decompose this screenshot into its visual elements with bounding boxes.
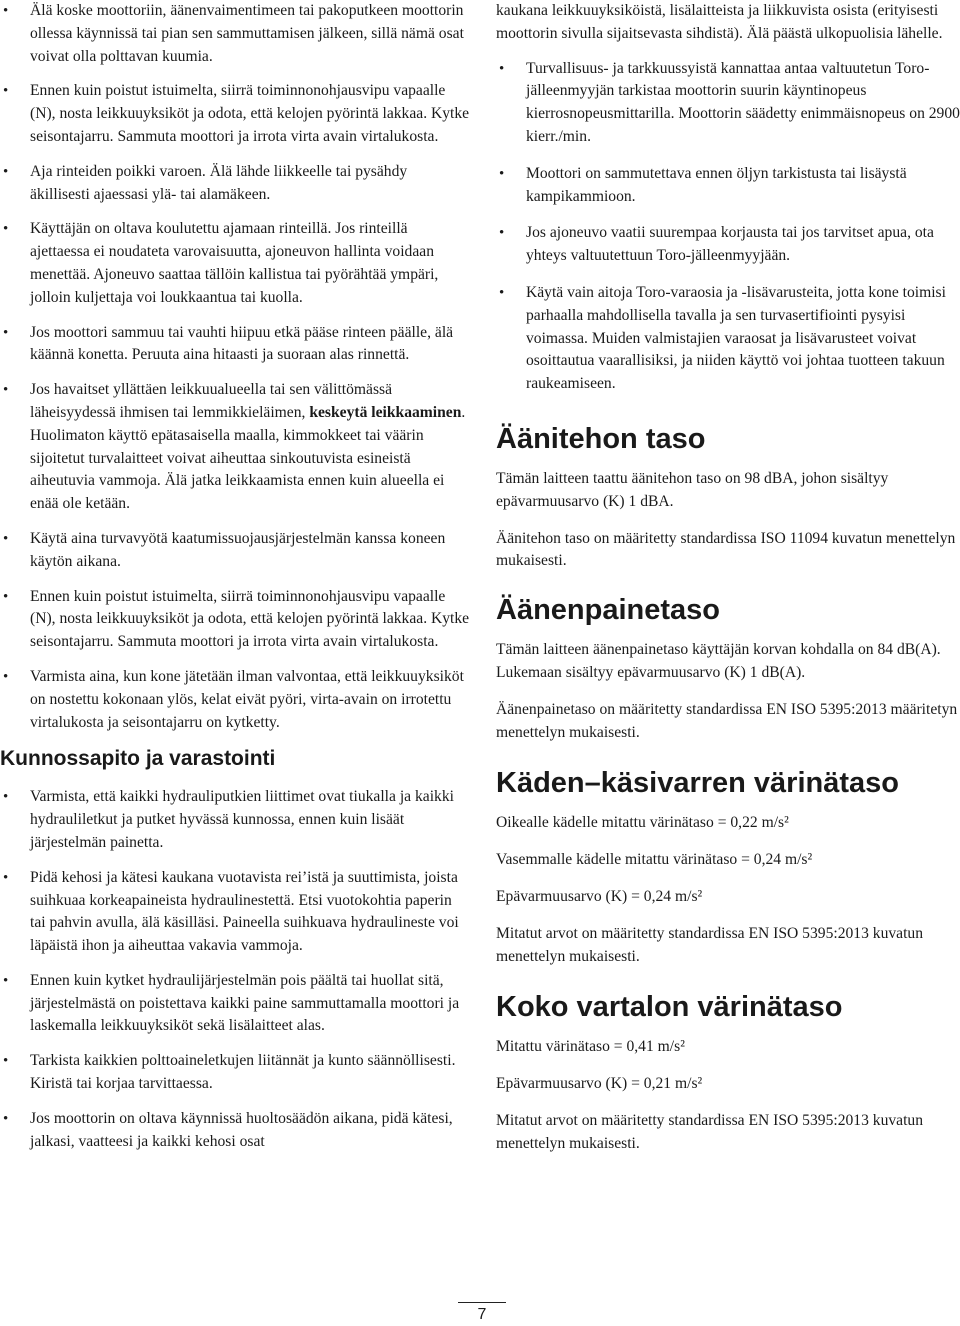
continued-text: kaukana leikkuuyksiköistä, lisälaitteista ja liikkuvista osista (erityisesti moottorin sivulla sijaitsevasta sihdistä). Älä päästä ulkopuolisia lähelle. bbox=[496, 2, 943, 42]
paragraph: Vasemmalle kädelle mitattu värinätaso = 0,24 m/s² bbox=[496, 851, 813, 869]
list-item: • Ennen kuin kytket hydraulijärjestelmän pois päältä tai huollat sitä, järjestelmästä on poistettava kaikki paine sammuttamalla moottori ja laskemalla leikkuuyksiköt sekä lisälaitteet alas. bbox=[0, 970, 470, 1038]
maintenance-list bbox=[0, 786, 470, 1153]
list-item: • Jos moottori sammuu tai vauhti hiipuu etkä pääse rinteen päälle, älä käännä konetta. Peruuta aina hitaasti ja suoraan alas rinnettä. bbox=[0, 322, 470, 368]
section-heading: Äänitehon taso bbox=[496, 422, 706, 455]
list-item: • Jos moottorin on oltava käynnissä huoltosäädön aikana, pidä kätesi, jalkasi, vaatteesi ja kaikki kehosi osat bbox=[0, 1108, 470, 1154]
left-column bbox=[0, 0, 470, 1165]
list-item: • Tarkista kaikkien polttoaineletkujen liitännät ja kunto säännöllisesti. Kiristä tai korjaa tarvittaessa. bbox=[0, 1050, 470, 1096]
hand-arm-vibration-section bbox=[496, 766, 960, 968]
sound-power-section bbox=[496, 422, 960, 573]
paragraph: Mitattu värinätaso = 0,41 m/s² bbox=[496, 1038, 685, 1056]
list-item: • Ennen kuin poistut istuimelta, siirrä toiminnonohjausvipu vapaalle (N), nosta leikkuuyksiköt ja odota, että kelojen pyörintä lakkaa. Kytke seisontajarru. Sammuta moottori ja irrota virta avain virtalukosta. bbox=[0, 586, 470, 654]
safety-list-top bbox=[0, 0, 470, 734]
paragraph: Epävarmuusarvo (K) = 0,24 m/s² bbox=[496, 887, 703, 905]
paragraph: Mitatut arvot on määritetty standardissa EN ISO 5395:2013 kuvatun menettelyn mukaisesti. bbox=[496, 1111, 924, 1152]
maintenance-list-continued bbox=[496, 58, 960, 396]
list-item: • Jos ajoneuvo vaatii suurempaa korjausta tai jos tarvitset apua, ota yhteys valtuutettuun Toro-jälleenmyyjään. bbox=[496, 222, 960, 268]
page-number: 7 bbox=[458, 1302, 506, 1325]
section-heading: Koko vartalon värinätaso bbox=[496, 991, 843, 1024]
paragraph: Äänitehon taso on määritetty standardissa ISO 11094 kuvatun menettelyn mukaisesti. bbox=[496, 529, 956, 570]
list-item-text-before: Jos havaitset yllättäen leikkuualueella tai sen välittömässä läheisyydessä ihmisen tai lemmikkieläimen, bbox=[30, 381, 393, 421]
list-item: • Turvallisuus- ja tarkkuussyistä kannattaa antaa valtuutetun Toro-jälleenmyyjän tarkistaa moottorin suurin käyntinopeus kierrosnopeusmittarilla. Moottorin säädetty enimmäisnopeus on 2900 kierr./min. bbox=[496, 58, 960, 149]
paragraph: Tämän laitteen taattu äänitehon taso on 98 dBA, johon sisältyy epävarmuusarvo (K) 1 dBA. bbox=[496, 469, 889, 510]
list-item-bold-text: keskeytä leikkaaminen bbox=[309, 403, 462, 421]
section-heading-maintenance: Kunnossapito ja varastointi bbox=[0, 747, 276, 771]
list-item: • Ennen kuin poistut istuimelta, siirrä toiminnonohjausvipu vapaalle (N), nosta leikkuuyksiköt ja odota, että kelojen pyörintä lakkaa. Kytke seisontajarru. Sammuta moottori ja irrota virta avain virtalukosta. bbox=[0, 80, 470, 148]
right-column bbox=[496, 0, 960, 1170]
paragraph: Oikealle kädelle mitattu värinätaso = 0,22 m/s² bbox=[496, 814, 789, 832]
list-item: • Aja rinteiden poikki varoen. Älä lähde liikkeelle tai pysähdy äkillisesti ajaessasi ylä- tai alamäkeen. bbox=[0, 161, 470, 207]
list-item-emphasis bbox=[0, 379, 470, 516]
paragraph: Mitatut arvot on määritetty standardissa EN ISO 5395:2013 kuvatun menettelyn mukaisesti. bbox=[496, 924, 924, 965]
section-heading: Käden–käsivarren värinätaso bbox=[496, 767, 899, 800]
list-item: • Käytä vain aitoja Toro-varaosia ja -lisävarusteita, jotta kone toimisi parhaalla mahdollisella tavalla ja sen turvasertifiointi pysyisi voimassa. Muiden valmistajien varaosat ja lisävarusteet voivat osoittautua vaarallisiksi, ja niiden käyttö voi johtaa tuotteen takuun raukeamiseen. bbox=[496, 282, 960, 396]
list-item: • Pidä kehosi ja kätesi kaukana vuotavista rei’istä ja suuttimista, joista suihkuaa korkeapaineista hydraulinestettä. Etsi vuotokohtia paperin tai pahvin avulla, älä käsilläsi. Paineella suihkuava hydraulineste voi läpäistä ihon ja aiheuttaa vakavia vammoja. bbox=[0, 867, 470, 958]
section-heading: Äänenpainetaso bbox=[496, 594, 720, 627]
paragraph: Epävarmuusarvo (K) = 0,21 m/s² bbox=[496, 1075, 703, 1093]
list-item: • Käytä aina turvavyötä kaatumissuojausjärjestelmän kanssa koneen käytön aikana. bbox=[0, 528, 470, 574]
list-item: • Varmista aina, kun kone jätetään ilman valvontaa, että leikkuuyksiköt on nostettu kokonaan ylös, kelat eivät pyöri, virta-avain on irrotettu virtalukosta ja seisontajarru on kytketty. bbox=[0, 666, 470, 734]
whole-body-vibration-section bbox=[496, 990, 960, 1155]
list-item: • Älä koske moottoriin, äänenvaimentimeen tai pakoputkeen moottorin ollessa käynnissä tai pian sen sammuttamisen jälkeen, sillä nämä osat voivat olla polttavan kuumia. bbox=[0, 0, 470, 68]
sound-pressure-section bbox=[496, 593, 960, 744]
paragraph: Tämän laitteen äänenpainetaso käyttäjän korvan kohdalla on 84 dB(A). Lukemaan sisältyy epävarmuusarvo (K) 1 dB(A). bbox=[496, 641, 941, 681]
paragraph: Äänenpainetaso on määritetty standardissa EN ISO 5395:2013 määritetyn menettelyn mukaisesti. bbox=[496, 700, 958, 741]
list-item: • Käyttäjän on oltava koulutettu ajamaan rinteillä. Jos rinteillä ajettaessa ei noudateta varovaisuutta, ajoneuvon hallinta voidaan menettää. Ajoneuvo saattaa tällöin kallistua tai pyörähtää ympäri, jolloin kuljettaja voi loukkaantua tai kuolla. bbox=[0, 218, 470, 309]
list-item: • Varmista, että kaikki hydrauliputkien liittimet ovat tiukalla ja kaikki hydrauliletkut ja putket hyvässä kunnossa, ennen kuin lisäät järjestelmän painetta. bbox=[0, 786, 470, 854]
list-item-text-after: . Huolimaton käyttö epätasaisella maalla, kimmokkeet tai väärin sijoitetut turvalaitteet voivat aiheuttaa sinkoutuvista esineistä aiheutuvia vammoja. Älä jatka leikkaamista ennen kuin alueella ei enää ole ketään. bbox=[30, 403, 466, 513]
list-item: • Moottori on sammutettava ennen öljyn tarkistusta tai lisäystä kampikammioon. bbox=[496, 163, 960, 209]
